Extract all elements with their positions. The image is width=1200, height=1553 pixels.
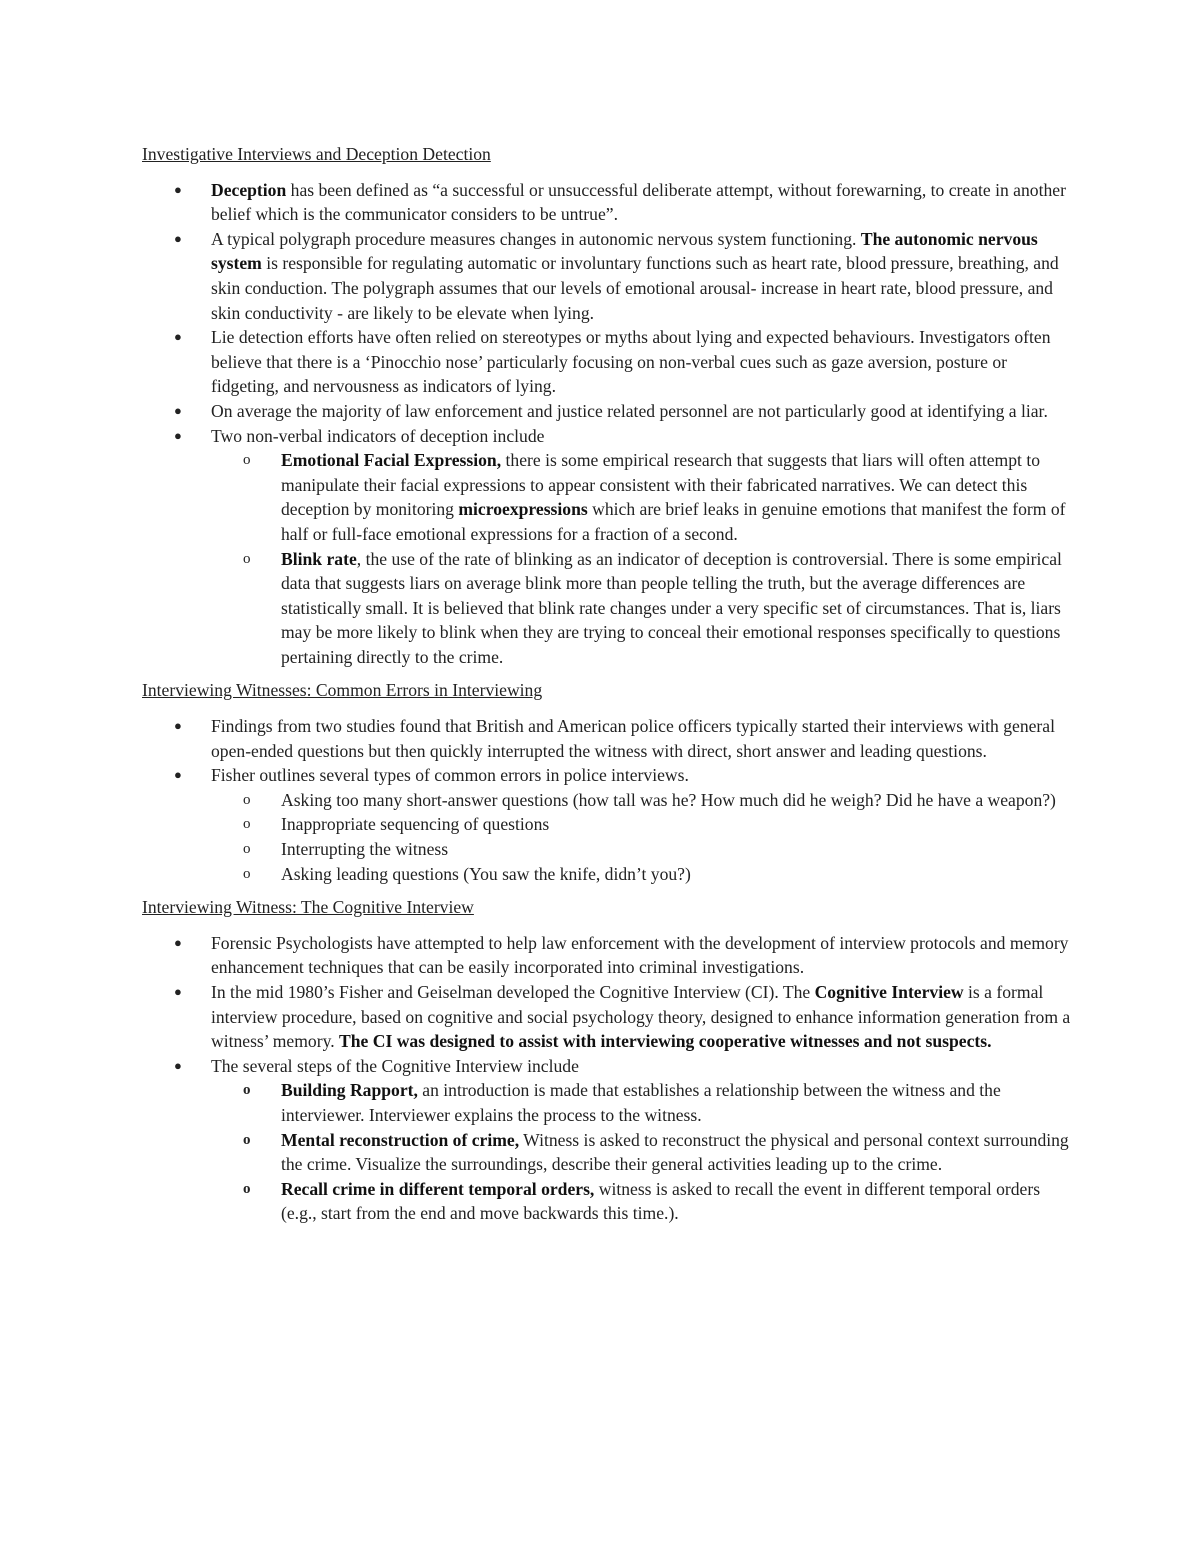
sub-bullet-icon: o: [243, 816, 251, 833]
item-text: Fisher outlines several types of common errors in police interviews.: [211, 765, 689, 786]
bullet-icon: ●: [174, 402, 182, 418]
sub-list-item: [209, 1177, 1072, 1226]
item-text: , the use of the rate of blinking as an indicator of deception is controversial. There is some empirical data that suggests liars on average blink more than people telling the truth, but the average differences are statistically small. It is believed that blink rate changes under a very specific set of circumstances. That is, liars may be more likely to blink when they are trying to conceal their emotional responses specifically to questions pertaining directly to the crime.: [281, 548, 1062, 667]
bullet-icon: ●: [174, 984, 182, 999]
list-item: [142, 178, 1072, 227]
list-item: [142, 1054, 1072, 1226]
item-text: Inappropriate sequencing of questions: [281, 814, 550, 835]
item-text: Two non-verbal indicators of deception include: [211, 425, 545, 446]
bold-term: The autonomic nervous system: [211, 228, 1038, 274]
bullet-icon: ●: [174, 718, 182, 734]
item-text: has been defined as “a successful or unsuccessful deliberate attempt, without forewarning, to create in another belief which is the communicator considers to be untrue”.: [211, 179, 1066, 225]
sub-bullet-icon: o: [243, 452, 251, 469]
section-heading: Interviewing Witness: The Cognitive Interview: [142, 897, 474, 918]
list-item: [142, 424, 1072, 670]
sub-list-item: [209, 837, 1072, 862]
sub-list-item: [209, 448, 1072, 546]
sub-list: [211, 788, 1072, 886]
list-item: [142, 980, 1072, 1054]
sub-bullet-icon: o: [243, 1082, 251, 1099]
bold-term: Recall crime in different temporal orders,: [281, 1178, 595, 1199]
list-item: [142, 227, 1072, 325]
sub-list: [211, 448, 1072, 669]
item-text: Forensic Psychologists have attempted to help law enforcement with the development of interview protocols and memory enhancement techniques that can be easily incorporated into criminal investigations.: [211, 932, 1069, 978]
sub-list-item: [209, 547, 1072, 670]
bold-term: Cognitive Interview: [814, 982, 964, 1002]
bullet-icon: ●: [174, 181, 182, 197]
sub-list-item: [209, 862, 1072, 887]
item-text: witness is asked to recall the event in different temporal orders (e.g., start from the end and move backwards this time.).: [281, 1178, 1041, 1224]
bullet-icon: ●: [174, 230, 182, 246]
sub-bullet-icon: o: [243, 1180, 251, 1197]
sub-bullet-icon: o: [243, 550, 251, 567]
item-text: Witness is asked to reconstruct the physical and personal context surrounding the crime. Visualize the surroundings, describe their general activities leading up to the crime.: [281, 1129, 1069, 1175]
item-text: The several steps of the Cognitive Interview include: [211, 1055, 579, 1076]
item-text: Findings from two studies found that British and American police officers typically started their interviews with general open-ended questions but then quickly interrupted the witness with direct, short answer and leading questions.: [211, 716, 1055, 761]
sub-list-item: [209, 1078, 1072, 1127]
list-item: [142, 763, 1072, 886]
section-heading: Interviewing Witnesses: Common Errors in Interviewing: [142, 680, 543, 701]
bullet-icon: ●: [174, 767, 182, 783]
bold-term: microexpressions: [458, 499, 588, 520]
section-cognitive-interview: [142, 895, 1072, 1226]
sub-bullet-icon: o: [243, 865, 251, 882]
item-text: an introduction is made that establishes a relationship between the witness and the interviewer. Interviewer explains the process to the witness.: [281, 1080, 1001, 1125]
bold-term: The CI was designed to assist with interviewing cooperative witnesses and not suspects.: [339, 1031, 992, 1052]
sub-bullet-icon: o: [243, 1131, 251, 1148]
bold-term: Mental reconstruction of crime,: [281, 1129, 520, 1150]
section-deception-detection: [142, 142, 1072, 669]
bullet-icon: ●: [174, 427, 182, 443]
sub-list-item: [209, 812, 1072, 837]
item-text: Interrupting the witness: [281, 839, 449, 860]
section-common-errors: [142, 678, 1072, 886]
bold-term: Blink rate: [281, 548, 357, 569]
list-item: [142, 399, 1072, 424]
list-item: [142, 931, 1072, 980]
list-item: [142, 325, 1072, 399]
bullet-list: [142, 714, 1072, 886]
bullet-icon: ●: [174, 934, 182, 950]
bullet-icon: ●: [174, 329, 182, 345]
bullet-list: [142, 931, 1072, 1226]
item-text: A typical polygraph procedure measures changes in autonomic nervous system functioning.: [211, 228, 861, 249]
sub-list-item: [209, 788, 1072, 813]
section-heading: Investigative Interviews and Deception Detection: [142, 144, 491, 164]
item-text: which are brief leaks in genuine emotions that manifest the form of half or full-face emotional expressions for a fraction of a second.: [281, 499, 1066, 544]
bold-term: Emotional Facial Expression,: [281, 450, 502, 471]
item-text: Asking too many short-answer questions (how tall was he? How much did he weigh? Did he have a weapon?): [281, 789, 1056, 810]
item-text: Lie detection efforts have often relied on stereotypes or myths about lying and expected behaviours. Investigators often believe that there is a ‘Pinocchio nose’ particularly focusing on non-verbal cues such as gaze aversion, posture or fidgeting, and nervousness as indicators of lying.: [211, 327, 1051, 397]
sub-list: [211, 1078, 1072, 1226]
item-text: is responsible for regulating automatic or involuntary functions such as heart rate, blood pressure, breathing, and skin conduction. The polygraph assumes that our levels of emotional arousal- increase in heart rate, blood pressure, and skin conductivity - are likely to be elevate when lying.: [211, 253, 1059, 323]
bold-term: Building Rapport,: [281, 1080, 418, 1101]
sub-bullet-icon: o: [243, 791, 251, 808]
sub-list-item: [209, 1128, 1072, 1177]
list-item: [142, 714, 1072, 763]
item-text: is a formal interview procedure, based on cognitive and social psychology theory, designed to enhance information generation from a witness’ memory.: [211, 982, 1071, 1052]
bullet-icon: ●: [174, 1057, 182, 1073]
item-text: there is some empirical research that suggests that liars will often attempt to manipulate their facial expressions to appear consistent with their fabricated narratives. We can detect this deception by monitoring: [281, 450, 1041, 520]
bold-term: Deception: [211, 179, 287, 200]
bullet-list: [142, 178, 1072, 670]
item-text: In the mid 1980’s Fisher and Geiselman developed the Cognitive Interview (CI). The: [211, 982, 815, 1002]
item-text: Asking leading questions (You saw the knife, didn’t you?): [281, 863, 691, 884]
sub-bullet-icon: o: [243, 841, 251, 858]
document-page: [142, 142, 1072, 1226]
item-text: On average the majority of law enforcement and justice related personnel are not particularly good at identifying a liar.: [211, 400, 1048, 421]
